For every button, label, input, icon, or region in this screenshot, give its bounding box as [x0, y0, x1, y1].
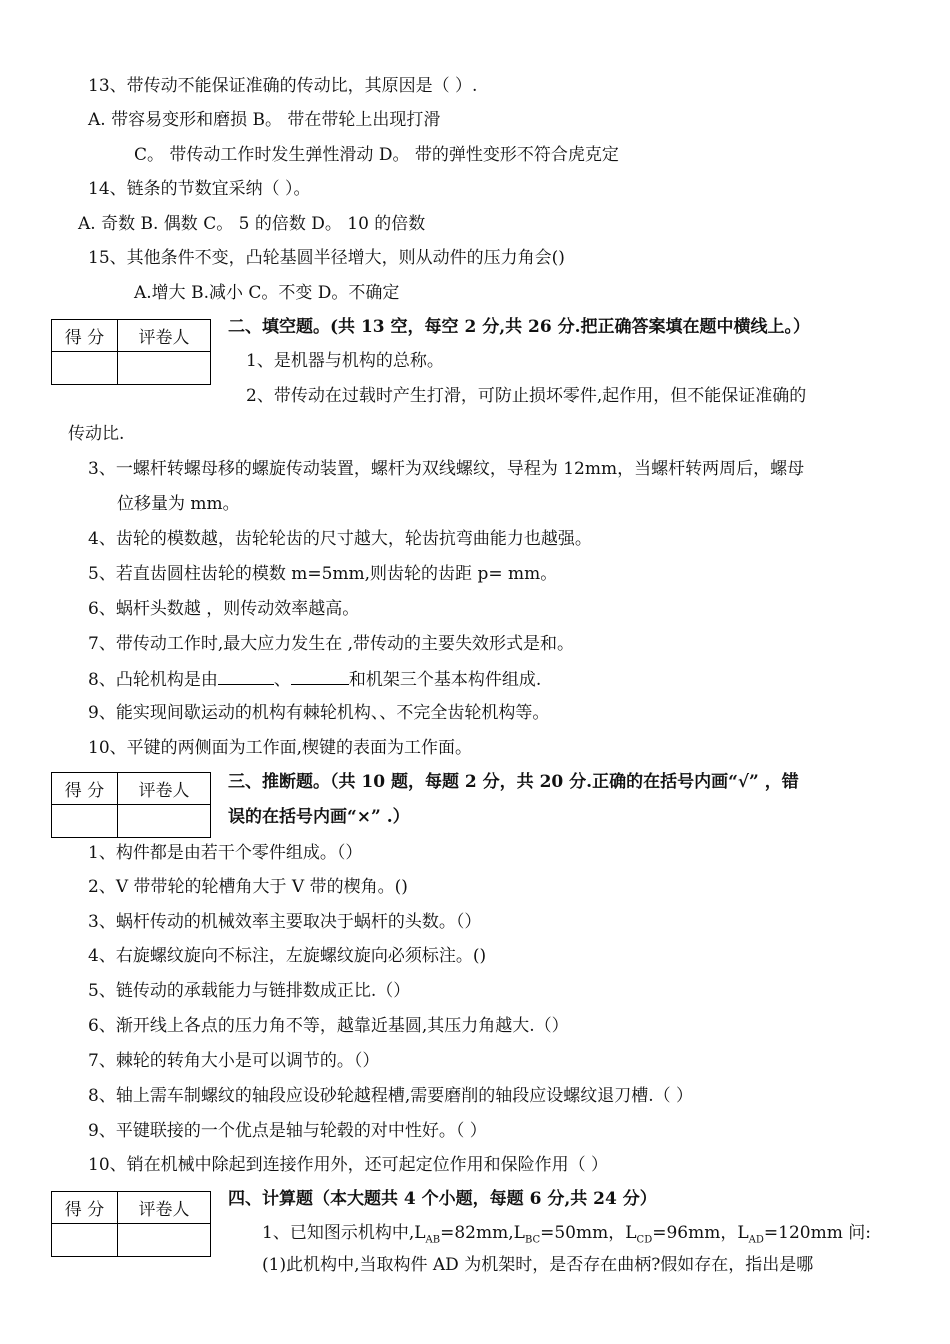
- section-judge-title: 三、推断题。（共 10 题，每题 2 分，共 20 分.正确的在括号内画“√” ，错: [228, 772, 799, 792]
- fill-question-7: 7、带传动工作时,最大应力发生在 ,带传动的主要失效形式是和。: [88, 634, 575, 654]
- calc-question-1-part-1: (1)此机构中,当取构件 AD 为机架时，是否存在曲柄?假如存在，指出是哪: [262, 1255, 814, 1275]
- fill-question-8-start: 8、凸轮机构是由: [88, 670, 218, 690]
- fill-question-9: 9、能实现间歇运动的机构有棘轮机构、、不完全齿轮机构等。: [88, 703, 550, 723]
- length-cd-subscript: CD: [636, 1234, 653, 1246]
- score-label: 得 分: [64, 1200, 105, 1220]
- score-box: [51, 772, 211, 838]
- fill-question-2: 2、带传动在过载时产生打滑，可防止损坏零件,起作用，但不能保证准确的: [246, 386, 807, 406]
- fill-question-4: 4、齿轮的模数越，齿轮轮齿的尺寸越大，轮齿抗弯曲能力也越强。: [88, 529, 592, 549]
- length-ab-symbol: L: [414, 1223, 426, 1243]
- grader-label: 评卷人: [138, 1200, 190, 1220]
- length-bc-symbol: L: [513, 1223, 525, 1243]
- fill-question-3: 3、一螺杆转螺母移的螺旋传动装置，螺杆为双线螺纹，导程为 12mm，当螺杆转两周后，螺母: [88, 459, 805, 479]
- fill-question-1: 1、是机器与机构的总称。: [246, 351, 444, 371]
- question-14: 14、链条的节数宜采纳（ ）。: [88, 179, 311, 199]
- score-box: [51, 319, 211, 385]
- judge-question-1: 1、构件都是由若干个零件组成。（）: [88, 843, 363, 863]
- question-15-options: A.增大 B.减小 C。不变 D。不确定: [134, 283, 400, 303]
- judge-question-9: 9、平键联接的一个优点是轴与轮毂的对中性好。（ ）: [88, 1121, 487, 1141]
- fill-question-10: 10、平键的两侧面为工作面,楔键的表面为工作面。: [88, 738, 473, 758]
- grader-label: 评卷人: [138, 781, 190, 801]
- length-bc-value: =50mm，: [540, 1223, 626, 1243]
- fill-question-5: 5、若直齿圆柱齿轮的模数 m=5mm,则齿轮的齿距 p= mm。: [88, 564, 558, 584]
- fill-question-8: [88, 668, 541, 691]
- section-calc-title: 四、计算题（本大题共 4 个小题，每题 6 分,共 24 分）: [228, 1189, 657, 1209]
- judge-question-4: 4、右旋螺纹旋向不标注，左旋螺纹旋向必须标注。(): [88, 946, 487, 966]
- judge-question-10: 10、销在机械中除起到连接作用外，还可起定位作用和保险作用（ ）: [88, 1155, 609, 1175]
- fill-question-2-cont: 传动比.: [68, 424, 125, 444]
- score-label: 得 分: [64, 328, 105, 348]
- judge-question-8: 8、轴上需车制螺纹的轴段应设砂轮越程槽,需要磨削的轴段应设螺纹退刀槽.（ ）: [88, 1086, 694, 1106]
- judge-question-6: 6、渐开线上各点的压力角不等，越靠近基圆,其压力角越大.（）: [88, 1016, 569, 1036]
- judge-question-3: 3、蜗杆传动的机械效率主要取决于蜗杆的头数。（）: [88, 912, 482, 932]
- length-ab-value: =82mm,: [440, 1223, 514, 1243]
- calc-question-1: [262, 1222, 871, 1251]
- fill-question-8-end: 和机架三个基本构件组成.: [348, 670, 542, 690]
- fill-question-6: 6、蜗杆头数越 ，则传动效率越高。: [88, 599, 360, 619]
- section-judge-title-cont: 误的在括号内画“×” .）: [228, 807, 410, 827]
- question-13-options-ab: A. 带容易变形和磨损 B。 带在带轮上出现打滑: [88, 110, 441, 130]
- answer-blank[interactable]: [218, 668, 274, 685]
- fill-question-8-sep: 、: [273, 670, 291, 690]
- length-ad-subscript: AD: [748, 1234, 764, 1246]
- length-cd-value: =96mm，: [652, 1223, 738, 1243]
- question-13-options-cd: C。 带传动工作时发生弹性滑动 D。 带的弹性变形不符合虎克定: [134, 145, 619, 165]
- length-ab-subscript: AB: [425, 1234, 441, 1246]
- judge-question-2: 2、V 带带轮的轮槽角大于 V 带的楔角。(): [88, 877, 408, 897]
- score-label: 得 分: [64, 781, 105, 801]
- calc-question-1-prefix: 1、已知图示机构中,: [262, 1223, 415, 1243]
- length-cd-symbol: L: [625, 1223, 637, 1243]
- judge-question-7: 7、棘轮的转角大小是可以调节的。（）: [88, 1051, 380, 1071]
- grader-label: 评卷人: [138, 328, 190, 348]
- question-15: 15、其他条件不变，凸轮基圆半径增大，则从动件的压力角会(): [88, 248, 565, 268]
- length-bc-subscript: BC: [524, 1234, 541, 1246]
- score-box: [51, 1191, 211, 1257]
- question-13: 13、带传动不能保证准确的传动比，其原因是（ ）.: [88, 76, 478, 96]
- answer-blank[interactable]: [291, 668, 349, 685]
- fill-question-3-cont: 位移量为 mm。: [117, 494, 240, 514]
- length-ad-symbol: L: [737, 1223, 749, 1243]
- section-fill-title: 二、填空题。(共 13 空，每空 2 分,共 26 分.把正确答案填在题中横线上。）: [228, 317, 811, 337]
- question-14-options: A. 奇数 B. 偶数 C。 5 的倍数 D。 10 的倍数: [78, 214, 426, 234]
- length-ad-value: =120mm 问:: [763, 1223, 871, 1243]
- judge-question-5: 5、链传动的承载能力与链排数成正比.（）: [88, 981, 411, 1001]
